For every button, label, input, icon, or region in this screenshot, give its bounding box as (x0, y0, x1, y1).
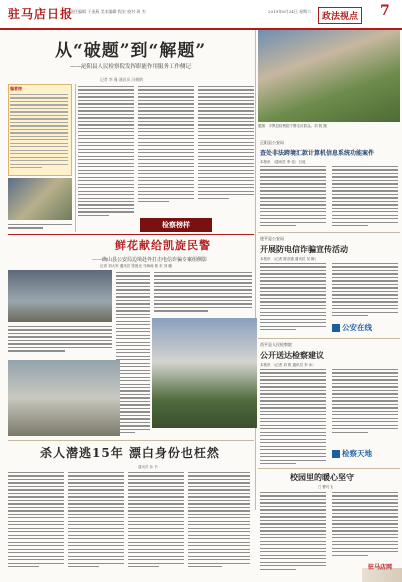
top-story-photo (8, 178, 72, 220)
top-story-subheadline: ——泌阳县人民检察院发挥职能作用服务工作侧记 (70, 64, 192, 70)
item1-col-1 (260, 166, 326, 229)
story3-col-2 (68, 472, 124, 570)
item4-col-1 (260, 492, 326, 572)
story2-headline: 鲜花献给凯旋民警 (115, 239, 211, 252)
top-story-byline: 记者 李 瑾 通讯员 冯梅钢 (100, 77, 143, 82)
story3-col-3 (128, 472, 184, 570)
police-badge-icon (332, 324, 340, 332)
editor-credits: 责任编辑 于金燕 美术编辑 程宏 校对 周 杰 (70, 9, 146, 14)
tianti-label-text: 检察天地 (342, 449, 372, 458)
section-divider (8, 440, 254, 441)
procuratorate-section-label (332, 448, 392, 462)
photo-caption (8, 224, 72, 231)
item1-byline: 本报讯 （通讯员 李 佳）日前， (260, 160, 309, 164)
item3-headline: 公开送达检察建议 (260, 350, 324, 360)
story2-col-2 (154, 272, 252, 314)
top-story-col-2 (138, 86, 194, 204)
story3-byline: 通讯员 孙 书 (138, 465, 158, 469)
section-divider (8, 234, 254, 235)
item1-headline: 查处非法跨境汇款计算机信息系统功能案件 (260, 150, 375, 157)
top-story-headline: 从“破题”到“解题” (55, 41, 207, 61)
story2-col-3 (8, 326, 112, 354)
item1-category: 正阳县公安局 (260, 140, 284, 145)
item2-col-2 (332, 263, 398, 319)
story3-headline: 杀人潜逃15年 漂白身份也枉然 (40, 446, 220, 460)
story2-photo-1 (8, 270, 112, 322)
right-photo-caption: 题图：平舆县检察院干警走访群众。刘 锐 摄 (258, 124, 327, 128)
online-label-text: 公安在线 (342, 323, 372, 332)
item3-category: 西平县人民检察院 (260, 342, 292, 347)
issue-date: 2019年8月24日 星期六 (268, 9, 312, 14)
item2-headline: 开展防电信诈骗宣传活动 (260, 244, 348, 254)
item2-category: 遂平县公安局 (260, 236, 284, 241)
right-column-photo (258, 30, 400, 122)
divider (258, 338, 400, 339)
site-watermark: 驻马店网 (368, 564, 393, 571)
item4-byline: □ 曹巧飞 (318, 485, 333, 489)
story2-byline: 记者 刘大军 通讯员 张晨光 马海涛 郭 东 刘 鹏 (100, 264, 172, 268)
story2-photo-3 (8, 360, 120, 436)
story2-subheadline: ——确山县公安局边境赴外打击电信诈骗专案组侧影 (92, 257, 208, 263)
section-banner: 检察榜样 (140, 218, 212, 232)
item2-byline: 本报讯 （记者 陈彦通 通讯员 吴 翀） (260, 257, 319, 261)
editor-note-title: 编者按 (10, 86, 22, 91)
top-story-col-3 (198, 86, 254, 201)
section-title: 政法视点 (318, 7, 362, 24)
item3-col-2 (332, 369, 398, 435)
right-column-divider (255, 30, 256, 510)
newspaper-title: 驻马店日报 (8, 7, 74, 21)
page-number: 7 (380, 3, 390, 19)
procuratorate-emblem-icon (332, 450, 340, 458)
item2-col-1 (260, 263, 326, 333)
editor-note-text (10, 94, 68, 171)
divider (258, 232, 400, 233)
story3-col-1 (8, 472, 64, 570)
story2-col-1 (116, 272, 150, 436)
item4-col-2 (332, 492, 398, 558)
item4-headline: 校园里的暖心坚守 (290, 472, 354, 482)
story2-photo-2 (152, 318, 257, 428)
divider (258, 468, 400, 469)
item3-byline: 本报讯 （记者 刘 锐 通讯员 李 冰） (260, 363, 316, 367)
column-divider (75, 84, 76, 232)
online-section-label (332, 322, 392, 336)
item1-col-2 (332, 166, 398, 229)
item3-col-1 (260, 369, 326, 467)
top-story-col-1 (78, 86, 134, 218)
story3-col-4 (188, 472, 250, 570)
